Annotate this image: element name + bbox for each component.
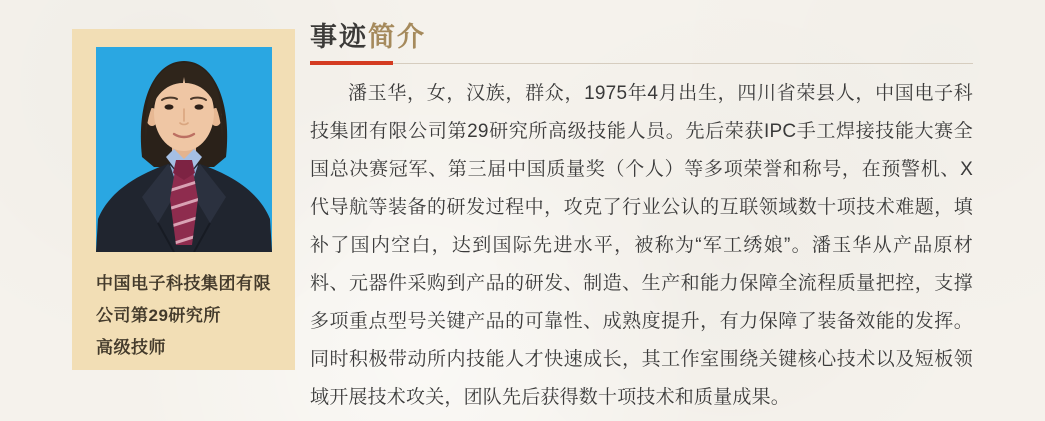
- profile-job-title: 高级技师: [96, 338, 166, 357]
- heading-secondary-text: 简介: [368, 22, 426, 52]
- profile-organization: 中国电子科技集团有限公司第29研究所: [96, 274, 271, 325]
- content-section: [310, 20, 973, 417]
- profile-card: [72, 29, 295, 370]
- heading-rule-divider-line: [393, 63, 973, 64]
- heading-primary-text: 事迹: [310, 22, 368, 52]
- section-heading: [310, 20, 973, 54]
- portrait-photo: [96, 47, 272, 252]
- profile-caption: [96, 268, 278, 364]
- heading-rule-accent-bar: [310, 61, 393, 65]
- bio-paragraph: 潘玉华，女，汉族，群众，1975年4月出生，四川省荣县人，中国电子科技集团有限公司第29研究所高级技能人员。先后荣获IPC手工焊接技能大赛全国总决赛冠军、第三届中国质量奖（个人）等多项荣誉和称号，在预警机、X代导航等装备的研发过程中，攻克了行业公认的互联领域数十项技术难题，填补了国内空白，达到国际先进水平，被称为“军工绣娘”。潘玉华从产品原材料、元器件采购到产品的研发、制造、生产和能力保障全流程质量把控，支撑多项重点型号关键产品的可靠性、成熟度提升，有力保障了装备效能的发挥。同时积极带动所内技能人才快速成长，其工作室围绕关键核心技术以及短板领域开展技术攻关，团队先后获得数十项技术和质量成果。: [310, 83, 973, 408]
- portrait-photo-graphic: [96, 47, 272, 252]
- heading-rule: [310, 61, 973, 65]
